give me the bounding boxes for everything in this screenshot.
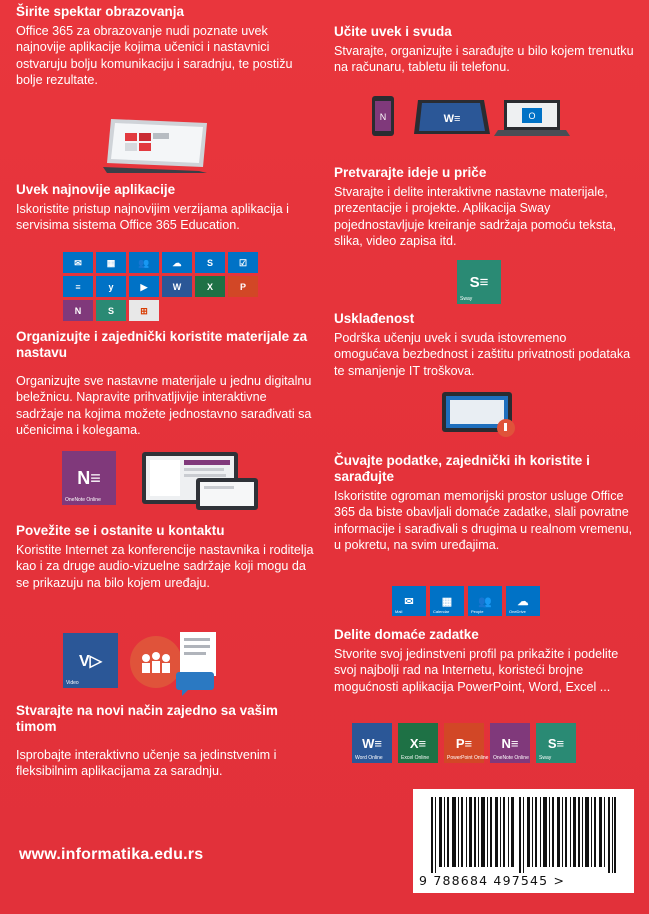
app-label: PowerPoint Online: [447, 755, 489, 761]
yammer-icon: y: [96, 276, 126, 297]
section-cuvajte-podatke: [334, 453, 634, 554]
app-label: OneDrive: [509, 609, 526, 614]
section-uvek-najnovije: [16, 182, 316, 234]
section-body: Stvarajte, organizujte i sarađujte u bilo kojem trenutku na računaru, tabletu ili telefonu.: [334, 44, 634, 75]
app-label: Excel Online: [401, 755, 430, 761]
section-body: Iskoristite ogroman memorijski prostor usluge Office 365 da biste obavljali domaće zadatke, slali povratne informacije i sarađivali s drugima u realnom vremenu, u pokretu, na svim uređajima.: [334, 489, 633, 553]
onenote-online-icon: N≡ OneNote Online: [490, 723, 530, 763]
excel-tile-icon: X: [195, 276, 225, 297]
tasks-icon: ☑: [228, 252, 258, 273]
storage-app-icons: [392, 586, 552, 616]
app-label: Sway: [460, 296, 473, 302]
onedrive-app-icon: ☁ OneDrive: [506, 586, 540, 616]
section-body: Organizujte sve nastavne materijale u jednu digitalnu beležnicu. Napravite prihvatljivije interaktivne sadržaje na kojima možete jednostavno sarađivati sa učenicima i kolegama.: [16, 374, 312, 438]
section-title: Širite spektar obrazovanja: [16, 4, 185, 19]
section-title: Delite domaće zadatke: [334, 627, 479, 642]
section-title: Učite uvek i svuda: [334, 24, 452, 39]
section-delite-zadatke: [334, 627, 634, 695]
section-sirite-spektar: [16, 4, 316, 89]
section-stvarajte: [16, 703, 316, 780]
section-title: Pretvarajte ideje u priče: [334, 165, 487, 180]
app-label: Sway: [539, 755, 552, 761]
excel-online-icon: X≡ Excel Online: [398, 723, 438, 763]
section-organizujte: [16, 329, 316, 439]
section-body: Isprobajte interaktivno učenje sa jedinstvenim i fleksibilnim aplikacijama za saradnju.: [16, 748, 277, 779]
isbn-barcode: [413, 789, 634, 893]
sway-app-icon: S≡ Sway: [457, 260, 501, 304]
app-label: Word Online: [355, 755, 383, 761]
sway-online-icon: S≡ Sway: [536, 723, 576, 763]
sway-tile-icon: S: [96, 300, 126, 321]
team-illustration: [128, 628, 224, 698]
onenote-tile-icon: N: [63, 300, 93, 321]
section-uskladjenost: [334, 311, 634, 379]
devices-illustration: [140, 450, 260, 512]
powerpoint-online-icon: P≡ PowerPoint Online: [444, 723, 484, 763]
video-app-icon: V▷ Video: [63, 633, 118, 688]
section-ucite-uvek: [334, 24, 634, 76]
section-body: Koristite Internet za konferencije nastavnika i roditelja kao i za druge audio-vizuelne sadržaje koji mogu da se prikazuju na bilo kojem uređaju.: [16, 543, 314, 590]
svg-text:W≡: W≡: [443, 113, 461, 125]
app-label: Calendar: [433, 609, 450, 614]
people-icon: 👥: [129, 252, 159, 273]
mail-icon: ✉: [63, 252, 93, 273]
tablet-touch-illustration: [440, 390, 520, 438]
app-label: OneNote Online: [493, 755, 529, 761]
isbn-number: 9 788684 497545 >: [419, 873, 566, 888]
section-body: Iskoristite pristup najnovijim verzijama aplikacija i servisima sistema Office 365 Education.: [16, 202, 289, 233]
devices-phone-tablet-laptop-illustration: [370, 94, 570, 138]
app-label: People: [471, 609, 484, 614]
app-label: Video: [66, 680, 79, 686]
section-title: Organizujte i zajednički koristite materijale za nastavu: [16, 329, 308, 360]
office-online-app-icons: [352, 723, 582, 763]
office-tile-icon: ⊞: [129, 300, 159, 321]
word-online-icon: W≡ Word Online: [352, 723, 392, 763]
calendar-app-icon: ▦ Calendar: [430, 586, 464, 616]
section-title: Povežite se i ostanite u kontaktu: [16, 523, 225, 538]
section-povezite-se: [16, 523, 316, 591]
app-tile-grid: [63, 252, 273, 321]
section-body: Stvarajte i delite interaktivne nastavne materijale, prezentacije i projekte. Aplikacija Sway pojednostavljuje kreiranje sadržaja pomoću teksta, slika, video zapisa itd.: [334, 185, 617, 249]
section-title: Uvek najnovije aplikacije: [16, 182, 176, 197]
word-tile-icon: W: [162, 276, 192, 297]
app-label: OneNote Online: [65, 497, 101, 503]
video-tile-icon: ▶: [129, 276, 159, 297]
section-title: Stvarajte na novi način zajedno sa vašim timom: [16, 703, 278, 734]
section-body: Stvorite svoj jedinstveni profil pa prikažite i podelite svoj najbolji rad na Internetu, koristeći brojne mogućnosti aplikacija PowerPoint, Word, Excel ...: [334, 647, 619, 694]
onedrive-icon: ☁: [162, 252, 192, 273]
powerpoint-tile-icon: P: [228, 276, 258, 297]
section-body: Office 365 za obrazovanje nudi poznate uvek najnovije aplikacije kojima učenici i nastavnici ostvaruju bolju komunikaciju i saradnju, te postižu bolje rezultate.: [16, 24, 293, 88]
section-title: Usklađenost: [334, 311, 415, 326]
section-pretvarajte-ideje: [334, 165, 634, 250]
mail-app-icon: ✉ Mail: [392, 586, 426, 616]
people-app-icon: 👥 People: [468, 586, 502, 616]
newsfeed-icon: ≡: [63, 276, 93, 297]
surface-tablet-illustration: [103, 117, 215, 173]
onenote-app-icon: N≡ OneNote Online: [62, 451, 116, 505]
section-title: Čuvajte podatke, zajednički ih koristite i sarađujte: [334, 453, 590, 484]
section-body: Podrška učenju uvek i svuda istovremeno omogućava bezbednost i zaštitu privatnosti podataka te smanjenje IT troškova.: [334, 331, 631, 378]
app-label: Mail: [395, 609, 403, 614]
sharepoint-icon: S: [195, 252, 225, 273]
website-url[interactable]: www.informatika.edu.rs: [19, 846, 204, 863]
barcode-bars: [431, 797, 616, 873]
svg-text:N: N: [379, 112, 387, 122]
svg-text:O: O: [528, 111, 536, 121]
calendar-icon: ▦: [96, 252, 126, 273]
